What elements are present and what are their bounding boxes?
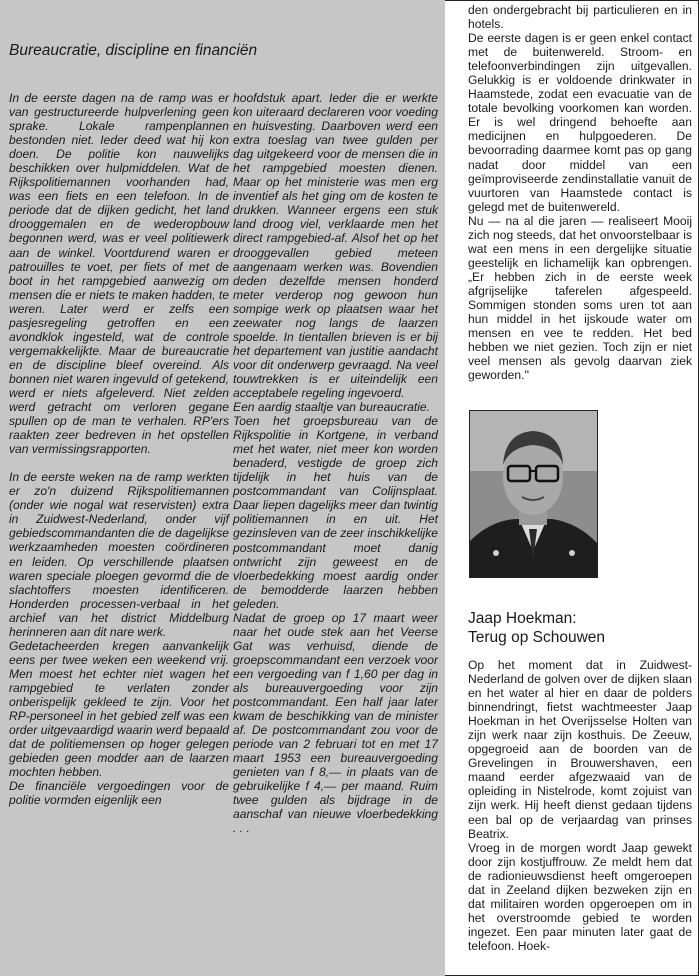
paragraph: In de eerste weken na de ramp werkten er zo'n duizend Rijkspolitiemannen (onder wie nogal wat reservisten) extra in Zuidwest-Nederland, onder vijf gebiedscommandanten die de dagelijkse werkzaamheden moesten coördineren en leiden. Op verschillende plaatsen waren speciale ploegen gevormd die de slachtoffers moesten identificeren. Honderden processen-verbaal in het archief van het district Middelburg herinneren aan dit nare werk.	[9, 470, 229, 639]
paragraph: Op het moment dat in Zuidwest-Nederland de golven over de dijken slaan en het water al hier en daar de polders binnendringt, fietst wachtmeester Jaap Hoekman in het Overijsselse Holten van zijn werk naar zijn kosthuis. De Zeeuw, opgegroeid aan de boorden van de Grevelingen in Brouwershaven, een maand eerder afgezwaaid van de opleiding in Nistelrode, komt zojuist van zijn werk. Hij heeft dienst gedaan tijdens een bal op de verjaardag van prinses Beatrix.	[468, 658, 692, 841]
paragraph: den ondergebracht bij particulieren en in hotels.	[468, 3, 692, 32]
paragraph: Nadat de groep op 17 maart weer naar het oude stek aan het Veerse Gat was verhuisd, diende de groepscommandant een verzoek voor een vergoeding van f 1,60 per dag in als bureauvergoeding voor zijn postcommandant. Een half jaar later kwam de beschikking van de minister af. De postcommandant zou voor de periode van 2 februari tot en met 17 maart 1953 een bureauvergoeding genieten van f 8,— in plaats van de gebruikelijke f 4,— per maand. Ruim twee gulden als bijdrage in de aanschaf van nieuwe vloerbedekking . . .	[233, 610, 438, 836]
paragraph: De financiële vergoedingen voor de politie vormden eigenlijk een	[9, 779, 229, 808]
paragraph: De eerste dagen is er geen enkel contact met de buitenwereld. Stroom- en telefoonverbindingen zijn uitgevallen. Gelukkig is er voldoende drinkwater in Haamstede, zodat een evacuatie van de totale bevolking voorkomen kan worden. Er is wel dringend behoefte aan medicijnen en hulpgoederen. De bevoorrading daarmee komt pas op gang nadat door middel van een geïmproviseerde zendinstallatie vanuit de vuurtoren van Haamstede contact is gelegd met de buitenwereld.	[468, 31, 692, 214]
paragraph: Nu — na al die jaren — realiseert Mooij zich nog steeds, dat het onvoorstelbaar is wat een mens in een dergelijke situatie geestelijk en lichamelijk kan opbrengen. „Er hebben zich in de eerste week afgrijselijke taferelen afgespeeld. Sommigen stonden soms uren tot aan hun middel in het ijskoude water om mensen en vee te redden. Het bed hebben we niet gezien. Toch zijn er niet veel mensen als gevolg daarvan ziek geworden.''	[468, 213, 692, 383]
box-heading	[468, 609, 692, 647]
paragraph: Gedetacheerden kregen aanvankelijk eens per twee weken een weekend vrij. Men moest het echter niet wagen het rampgebied te verlaten zonder onberispelijk gekleed te zijn. Voor het RP-personeel in het gebied zelf was een order uitgevaardigd waarin werd bepaald dat de politiemensen op hoger gelegen gebieden geen modder aan de laarzen mochten hebben.	[9, 638, 229, 780]
column-right-bottom	[468, 658, 692, 953]
section-heading: Bureaucratie, discipline en financiën	[9, 42, 258, 59]
paragraph: hoofdstuk apart. Ieder die er werkte kon uiteraard declareren voor voeding en huisvesting. Daarboven werd een extra toeslag van twee gulden per dag uitgekeerd voor de mensen die in het rampgebied moesten dienen. Maar op het ministerie was men erg inventief als het ging om de kosten te drukken. Wanneer ergens een stuk land droog viel, verklaarde men het direct rampgebied-af. Alsof het op het drooggevallen gebied meteen aangenaam werken was. Bovendien deden dezelfde mensen honderd meter verderop nog gewoon hun sompige werk op plaatsen waar het zeewater nog langs de laarzen spoelde. In tientallen brieven is er bij het departement van justitie aandacht voor dit onderwerp gevraagd. Na veel touwtrekken is er uiteindelijk een acceptabele regeling ingevoerd.	[233, 91, 438, 400]
portrait-illustration	[470, 411, 597, 577]
column-middle	[233, 91, 438, 835]
box-heading-line: Jaap Hoekman:	[468, 610, 577, 627]
column-right-top	[468, 3, 692, 382]
paragraph: In de eerste dagen na de ramp was er van gestructureerde hulpverlening geen sprake. Lokale rampenplannen bestonden niet. Ieder deed wat hij kon doen. De politie kon nauwelijks beschikken over hulpmiddelen. Wat de Rijkspolitiemannen voorhanden had, was een fiets en een telefoon. In de periode dat de dijken gedicht, het land drooggemalen en de wederopbouw begonnen werd, was er veel politiewerk aan de winkel. Voortdurend waren er patrouilles te voet, per fiets of met de boot in het rampgebied aanwezig om mensen die er niets te maken hadden, te weren. Later werd er zelfs een pasjesregeling getroffen en een avondklok ingesteld, wat de controle vergemakkelijkte. Maar de bureaucratie en de discipline bleef overeind. Als bonnen niet waren ingevuld of getekend, werd er niets afgeleverd. Niet zelden werd getracht om verloren gegane spullen op de man te verhalen. RP'ers raakten zeer bedreven in het opstellen van vermissingsrapporten.	[9, 91, 229, 457]
box-heading-line: Terug op Schouwen	[468, 629, 606, 646]
paragraph: Een aardig staaltje van bureaucratie.	[233, 400, 430, 415]
portrait-photo	[469, 410, 598, 578]
paragraph: Toen het groepsbureau van de Rijkspolitie in Kortgene, in verband met het water, niet meer kon worden benaderd, vestigde de groep zich tijdelijk in het huis van de postcommandant van Colijnsplaat. Daar liepen dagelijks meer dan twintig politiemannen in en uit. Het gezinsleven van de zeer inschikkelijke postcommandant moet danig ontwricht zijn geweest en de vloerbedekking moest aardig onder de bemodderde laarzen hebben geleden.	[233, 414, 438, 611]
paragraph: Vroeg in de morgen wordt Jaap gewekt door zijn kostjuffrouw. Ze meldt hem dat de radionieuwsdienst heeft omgeroepen dat in Zeeland dijken bezweken zijn en dat militairen worden opgeroepen om in het overstroomde gebied te worden ingezet. Een paar minuten later gaat de telefoon. Hoek-	[468, 840, 692, 953]
column-left	[9, 91, 229, 807]
